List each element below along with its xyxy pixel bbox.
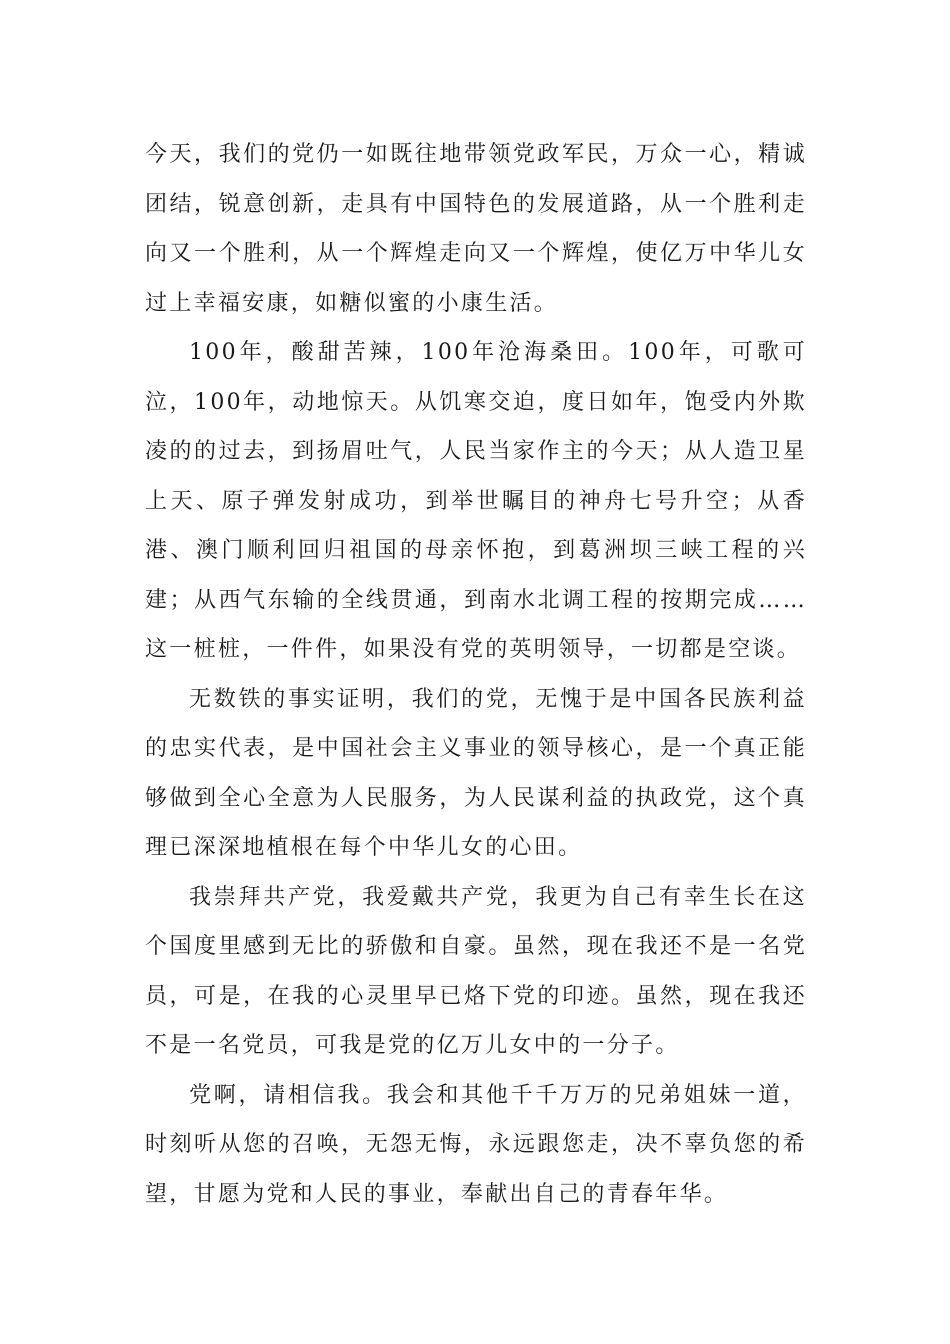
paragraph-1: 今天，我们的党仍一如既往地带领党政军民，万众一心，精诚团结，锐意创新，走具有中国特色的发展道路，从一个胜利走向又一个胜利，从一个辉煌走向又一个辉煌，使亿万中华儿女过上幸福安康，如糖似蜜的小康生活。	[145, 142, 807, 316]
paragraph-5: 党啊，请相信我。我会和其他千千万万的兄弟姐妹一道，时刻听从您的召唤，无怨无悔，永远跟您走，决不辜负您的希望，甘愿为党和人民的事业，奉献出自己的青春年华。	[145, 1082, 807, 1207]
paragraph-2: 100年，酸甜苦辣，100年沧海桑田。100年，可歌可泣，100年，动地惊天。从饥寒交迫，度日如年，饱受内外欺凌的的过去，到扬眉吐气，人民当家作主的今天；从人造卫星上天、原子弹发射成功，到举世瞩目的神舟七号升空；从香港、澳门顺利回归祖国的母亲怀抱，到葛洲坝三峡工程的兴建；从西气东输的全线贯通，到南水北调工程的按期完成……这一桩桩，一件件，如果没有党的英明领导，一切都是空谈。	[145, 340, 807, 662]
paragraph-4: 我崇拜共产党，我爱戴共产党，我更为自己有幸生长在这个国度里感到无比的骄傲和自豪。虽然，现在我还不是一名党员，可是，在我的心灵里早已烙下党的印迹。虽然，现在我还不是一名党员，可我是党的亿万儿女中的一分子。	[145, 884, 807, 1058]
document-body	[145, 130, 807, 1219]
paragraph-3: 无数铁的事实证明，我们的党，无愧于是中国各民族利益的忠实代表，是中国社会主义事业的领导核心，是一个真正能够做到全心全意为人民服务，为人民谋利益的执政党，这个真理已深深地植根在每个中华儿女的心田。	[145, 686, 807, 860]
